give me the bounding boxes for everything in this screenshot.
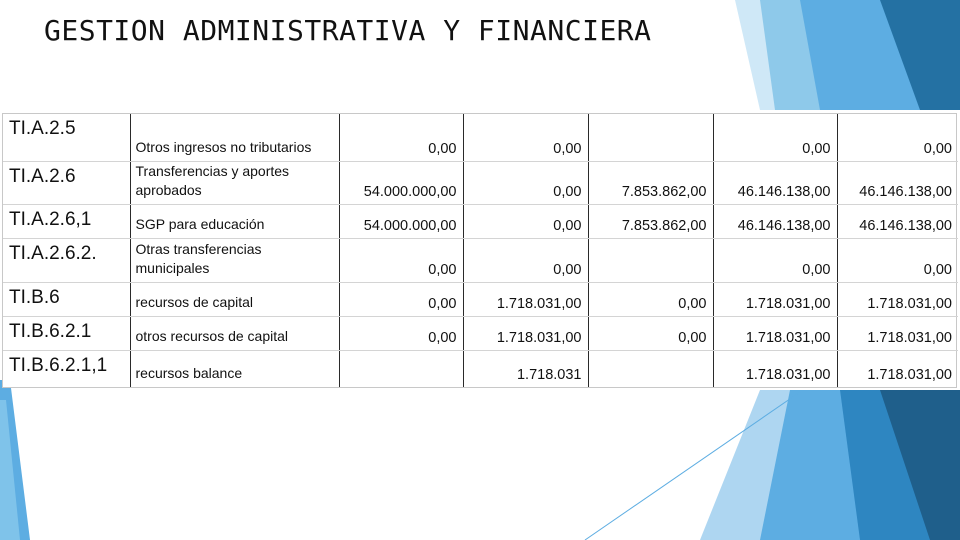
table-row — [3, 351, 958, 387]
row-value-1: 0,00 — [339, 114, 463, 161]
row-value-5: 1.718.031,00 — [837, 317, 958, 351]
row-value-2: 0,00 — [463, 161, 588, 204]
row-value-1: 0,00 — [339, 283, 463, 317]
row-value-4: 46.146.138,00 — [713, 161, 837, 204]
row-value-4: 0,00 — [713, 114, 837, 161]
row-description: Otras transferencias municipales — [130, 238, 339, 282]
row-value-2: 1.718.031,00 — [463, 283, 588, 317]
row-value-1: 0,00 — [339, 238, 463, 282]
row-value-4: 1.718.031,00 — [713, 283, 837, 317]
row-value-1 — [339, 351, 463, 387]
row-value-5: 1.718.031,00 — [837, 283, 958, 317]
row-value-2: 0,00 — [463, 114, 588, 161]
row-value-1: 0,00 — [339, 317, 463, 351]
row-code: TI.A.2.6.2. — [3, 238, 130, 282]
row-value-5: 0,00 — [837, 114, 958, 161]
row-value-4: 1.718.031,00 — [713, 317, 837, 351]
table-row — [3, 283, 958, 317]
row-code: TI.A.2.6,1 — [3, 204, 130, 238]
row-value-4: 0,00 — [713, 238, 837, 282]
row-value-5: 46.146.138,00 — [837, 161, 958, 204]
row-value-3 — [588, 351, 713, 387]
row-code: TI.A.2.6 — [3, 161, 130, 204]
row-description: recursos balance — [130, 351, 339, 387]
table-row — [3, 114, 958, 161]
row-description: recursos de capital — [130, 283, 339, 317]
row-value-5: 46.146.138,00 — [837, 204, 958, 238]
row-code: TI.B.6 — [3, 283, 130, 317]
page-title: GESTION ADMINISTRATIVA Y FINANCIERA — [44, 14, 652, 47]
row-description: Transferencias y aportes aprobados — [130, 161, 339, 204]
row-value-5: 1.718.031,00 — [867, 367, 952, 383]
row-code: TI.B.6.2.1,1 — [3, 351, 130, 387]
row-value-5: 0,00 — [837, 238, 958, 282]
row-value-2: 0,00 — [463, 204, 588, 238]
row-value-4: 1.718.031,00 — [713, 351, 837, 387]
row-value-2: 1.718.031,00 — [463, 317, 588, 351]
table-row — [3, 317, 958, 351]
row-value-2: 1.718.031 — [463, 351, 588, 387]
row-value-3 — [588, 238, 713, 282]
row-value-3: 7.853.862,00 — [588, 204, 713, 238]
row-value-3: 0,00 — [588, 283, 713, 317]
table-row — [3, 204, 958, 238]
row-value-1: 54.000.000,00 — [339, 161, 463, 204]
row-description: SGP para educación — [130, 204, 339, 238]
budget-table — [2, 113, 957, 388]
row-value-2: 0,00 — [463, 238, 588, 282]
table-row — [3, 161, 958, 204]
row-code: TI.A.2.5 — [3, 114, 130, 161]
row-value-4: 46.146.138,00 — [713, 204, 837, 238]
row-value-3: 0,00 — [588, 317, 713, 351]
table-row — [3, 238, 958, 282]
row-value-1: 54.000.000,00 — [339, 204, 463, 238]
row-value-3: 7.853.862,00 — [588, 161, 713, 204]
row-code: TI.B.6.2.1 — [3, 317, 130, 351]
row-description: otros recursos de capital — [130, 317, 339, 351]
row-description: Otros ingresos no tributarios — [130, 114, 339, 161]
row-value-3 — [588, 114, 713, 161]
